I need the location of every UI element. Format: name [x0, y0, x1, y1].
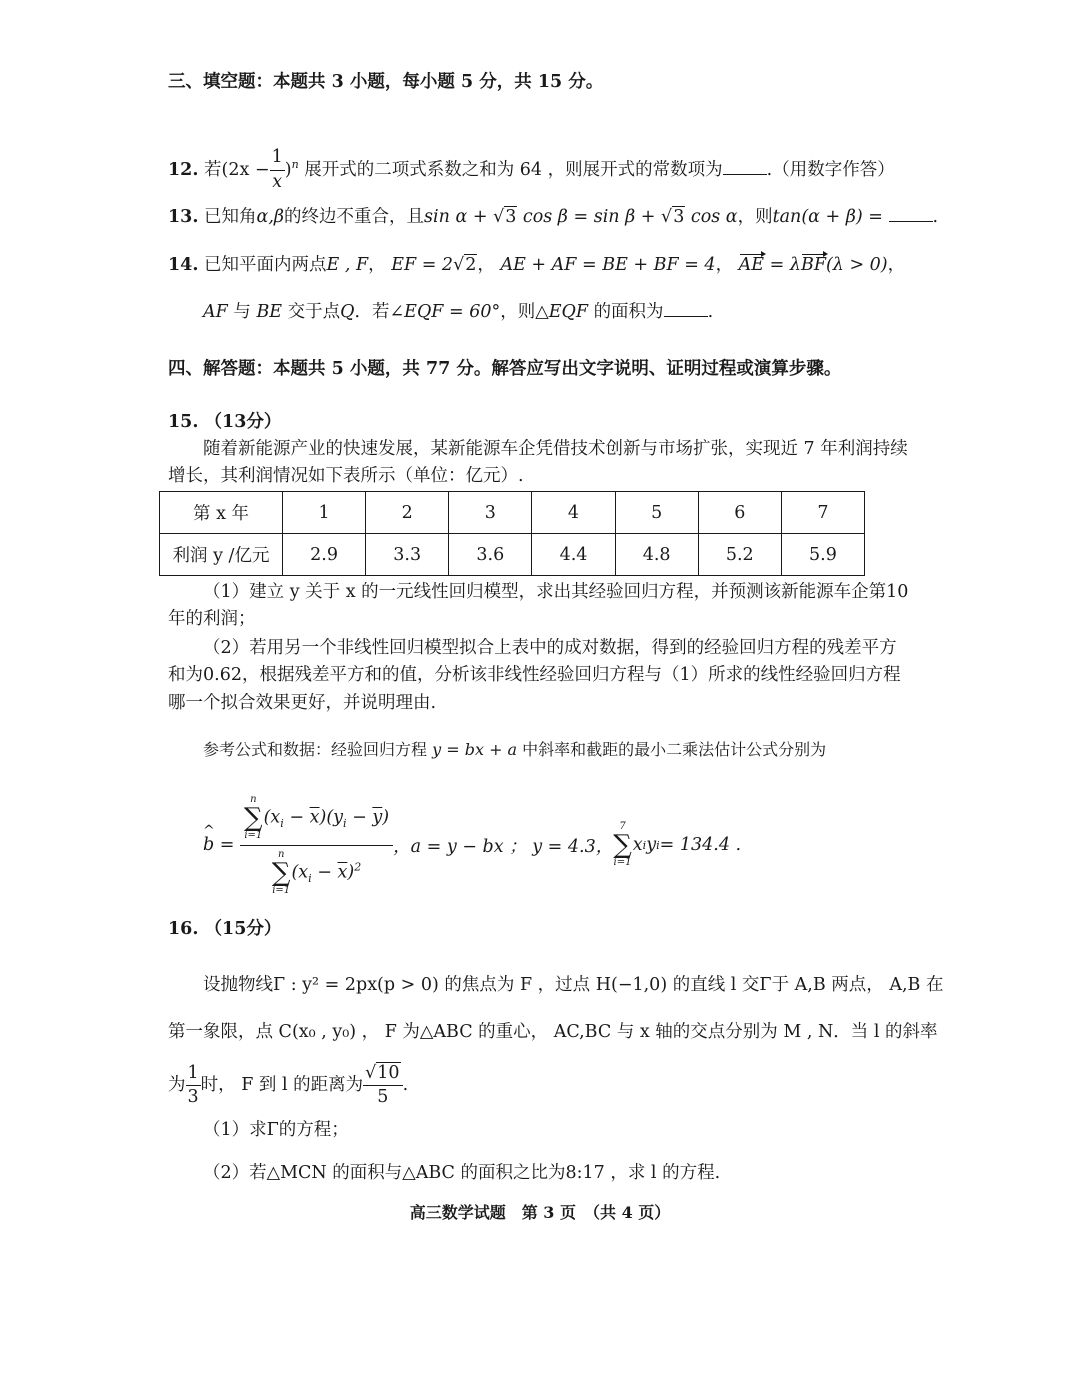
- table-cell: 5.2: [698, 534, 781, 576]
- question-13: 13. 已知角α,β的终边不重合，且sin α + √3 cos β = sin β + √3 cos α，则tan(α + β) = .: [168, 207, 939, 227]
- table-cell: 2.9: [283, 534, 366, 576]
- table-cell: 4.8: [615, 534, 698, 576]
- table-cell: 3: [449, 492, 532, 534]
- question-12: 12. 若(2x − $\frac{1}{x}$ )$^n$ 展开式的二项式系数之和为 64 ，则展开式的常数项为 .（用数字作答）: [168, 147, 895, 192]
- table-header-year: 第 x 年: [160, 492, 283, 534]
- q15-reference-line: 参考公式和数据：经验回归方程 y = bx + a 中斜率和截距的最小二乘法估计公式分别为: [203, 740, 827, 759]
- q16-line2: 第一象限，点 C(x₀ , y₀) ， F 为△ABC 的重心， AC,BC 与 x 轴的交点分别为 M , N．当 l 的斜率: [168, 1022, 938, 1042]
- q15-intro-line2: 增长，其利润情况如下表所示（单位：亿元）.: [168, 466, 524, 486]
- q15-part2-line3: 哪一个拟合效果更好，并说明理由.: [168, 693, 437, 713]
- table-row-year: [160, 492, 865, 534]
- question-15-heading: 15. （13分）: [168, 412, 282, 432]
- question-16-heading: 16. （15分）: [168, 919, 282, 939]
- least-squares-formula: ^ b = n ∑ i=1 $(x_i - \overline{x})(y_i - \overline{y})$ n ∑ i=1 $(x_i - \overline{x})^2$ ，a = y − bx ； y = 4.3， 7 ∑ i=1 x i y i = 134.4 .: [203, 790, 741, 900]
- section4-title: 四、解答题：本题共 5 小题，共 77 分。解答应写出文字说明、证明过程或演算步骤。: [168, 359, 842, 379]
- table-row-profit: [160, 534, 865, 576]
- question-14-line2: AF 与 BE 交于点Q．若∠EQF = 60°，则△EQF 的面积为 .: [203, 302, 714, 322]
- table-cell: 6: [698, 492, 781, 534]
- table-header-profit: 利润 y /亿元: [160, 534, 283, 576]
- table-cell: 2: [366, 492, 449, 534]
- q16-part2: （2）若△MCN 的面积与△ABC 的面积之比为8:17 ，求 l 的方程.: [203, 1163, 721, 1183]
- answer-blank: [889, 206, 933, 222]
- table-cell: 1: [283, 492, 366, 534]
- table-cell: 7: [781, 492, 864, 534]
- q15-part1-line2: 年的利润；: [168, 609, 256, 629]
- table-cell: 4: [532, 492, 615, 534]
- table-cell: 3.6: [449, 534, 532, 576]
- vector-bf: BF: [800, 255, 826, 275]
- vector-ae: AE: [738, 255, 765, 275]
- table-cell: 5.9: [781, 534, 864, 576]
- page-footer: 高三数学试题 第 3 页 （共 4 页）: [409, 1203, 671, 1222]
- question-14-line1: 14. 已知平面内两点E , F， EF = 2√2， AE + AF = BE + BF = 4， AE = λBF(λ > 0)，: [168, 255, 906, 275]
- q16-line1: 设抛物线Γ : y² = 2px(p > 0) 的焦点为 F ，过点 H(−1,0) 的直线 l 交Γ于 A,B 两点， A,B 在: [203, 975, 944, 995]
- section3-title: 三、填空题：本题共 3 小题，每小题 5 分，共 15 分。: [168, 72, 604, 92]
- q15-intro-line1: 随着新能源产业的快速发展，某新能源车企凭借技术创新与市场扩张，实现近 7 年利润持续: [203, 439, 908, 459]
- answer-blank: [723, 159, 767, 175]
- profit-table: [159, 491, 865, 576]
- q16-line3: 为 $\frac{1}{3}$ 时， F 到 l 的距离为 $\frac{√10}{5}$ .: [168, 1062, 409, 1107]
- q15-part2-line1: （2）若用另一个非线性回归模型拟合上表中的成对数据，得到的经验回归方程的残差平方: [203, 638, 897, 658]
- answer-blank: [664, 301, 708, 317]
- table-cell: 3.3: [366, 534, 449, 576]
- q16-part1: （1）求Γ的方程；: [203, 1120, 349, 1140]
- table-cell: 5: [615, 492, 698, 534]
- q15-part2-line2: 和为0.62，根据残差平方和的值，分析该非线性经验回归方程与（1）所求的线性经验回归方程: [168, 665, 901, 685]
- formula-fraction: n ∑ i=1 $(x_i - \overline{x})(y_i - \overline{y})$ n ∑ i=1 $(x_i - \overline{x})^2$: [240, 795, 393, 896]
- q15-part1-line1: （1）建立 y 关于 x 的一元线性回归模型，求出其经验回归方程，并预测该新能源车企第10: [203, 582, 909, 602]
- table-cell: 4.4: [532, 534, 615, 576]
- q12-fraction: $\frac{1}{x}$: [271, 147, 283, 192]
